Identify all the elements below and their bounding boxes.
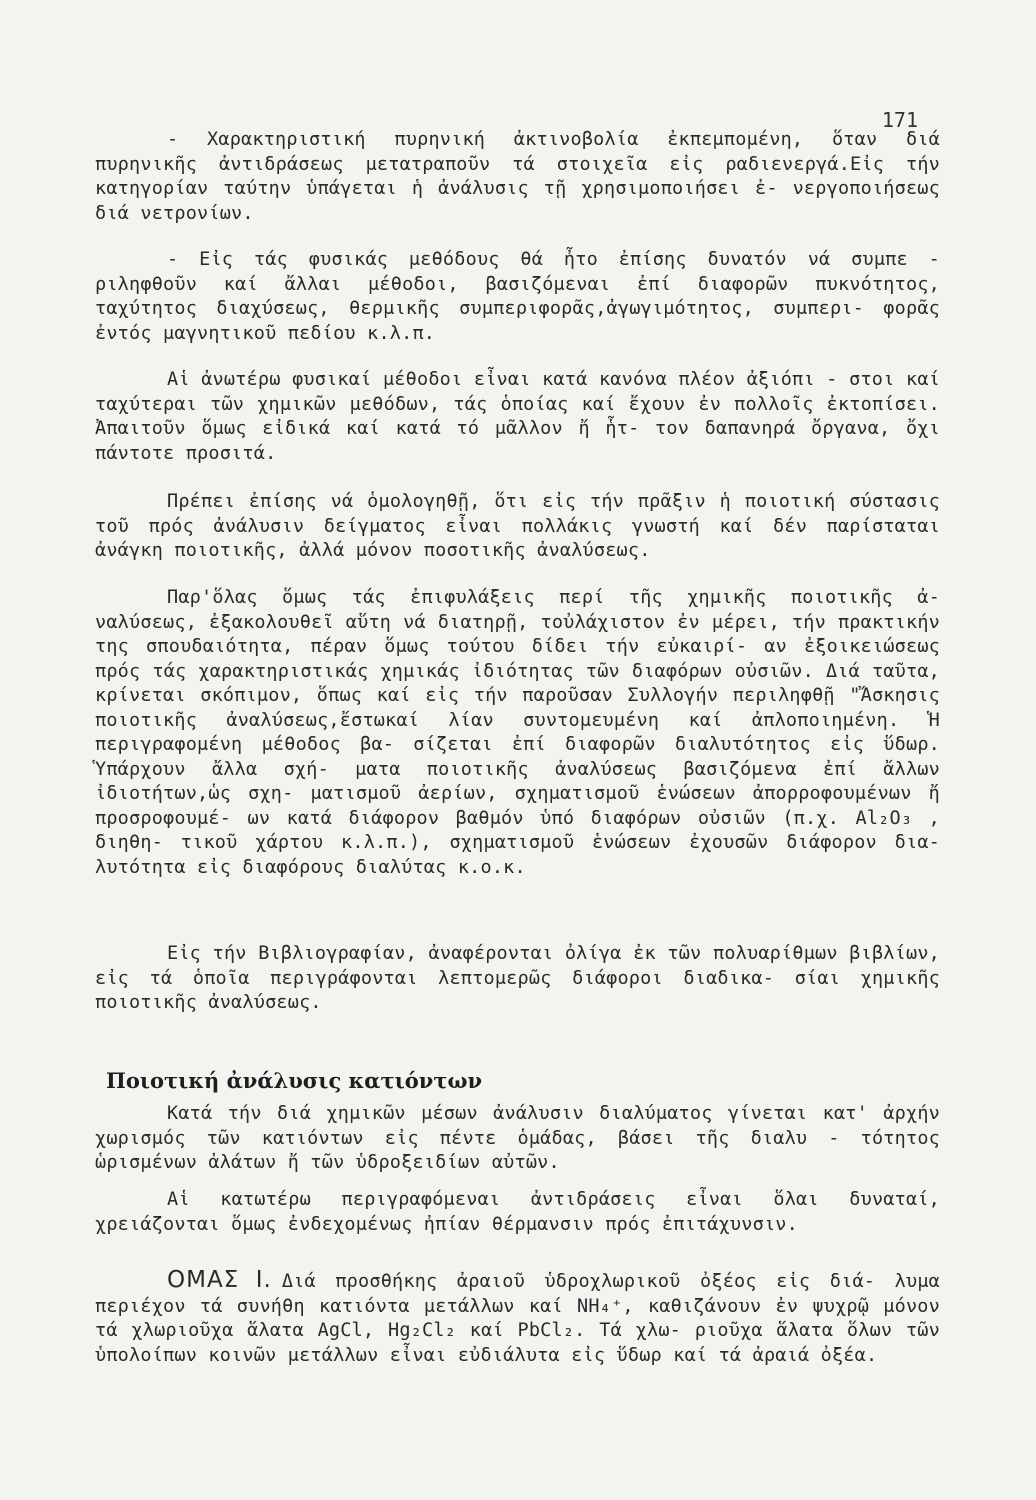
paragraph-group-one	[95, 1268, 940, 1368]
paragraph-cation-separation: Κατά τήν διά χημικῶν μέσων ἀνάλυσιν διαλύματος γίνεται κατ' ἀρχήν χωρισμός τῶν κατιόντων εἰς πέντε ὁμάδας, βάσει τῆς διαλυ - τότητος ὡρισμένων ἁλάτων ἤ τῶν ὑδροξειδίων αὐτῶν.	[95, 1103, 940, 1173]
section-heading: Ποιοτική ἀνάλυσις κατιόντων	[106, 1068, 483, 1093]
page-number: 171	[881, 108, 918, 132]
paragraph-qualitative-composition: Πρέπει ἐπίσης νά ὁμολογηθῇ, ὅτι εἰς τήν πρᾶξιν ἡ ποιοτική σύστασις τοῦ πρός ἀνάλυσιν δείγματος εἶναι πολλάκις γνωστή καί δέν παρίσταται ἀνάγκη ποιοτικῆς, ἀλλά μόνον ποσοτικῆς ἀναλύσεως.	[95, 491, 940, 561]
group-one-text: Διά προσθήκης ἀραιοῦ ὑδροχλωρικοῦ ὀξέος εἰς διά- λυμα περιέχον τά συνήθη κατιόντα μετάλλων καί NH₄⁺, καθιζάνουν ἐν ψυχρῷ μόνον τά χλωριοῦχα ἅλατα AgCl, Hg₂Cl₂ καί PbCl₂. Τά χλω- ριοῦχα ἅλατα ὅλων τῶν ὑπολοίπων κοινῶν μετάλλων εἶναι εὐδιάλυτα εἰς ὕδωρ καί τά ἀραιά ὀξέα.	[95, 1271, 940, 1366]
paragraph-reactions-heating: Αἱ κατωτέρω περιγραφόμεναι ἀντιδράσεις εἶναι ὅλαι δυναταί, χρειάζονται ὅμως ἐνδεχομένως ἠπίαν θέρμανσιν πρός ἐπιτάχυνσιν.	[95, 1189, 940, 1235]
paragraph-qualitative-analysis-importance: Παρ'ὅλας ὅμως τάς ἐπιφυλάξεις περί τῆς χημικῆς ποιοτικῆς ἀ- ναλύσεως, ἐξακολουθεῖ αὕτη νά διατηρῇ, τοὐλάχιστον ἐν μέρει, τήν πρακτικήν της σπουδαιότητα, πέραν ὅμως τούτου δίδει τήν εὐκαιρί- αν ἐξοικειώσεως πρός τάς χαρακτηριστικάς χημικάς ἰδιότητας τῶν διαφόρων οὐσιῶν. Διά ταῦτα, κρίνεται σκόπιμον, ὅπως καί εἰς τήν παροῦσαν Συλλογήν περιληφθῇ "Ἄσκησις ποιοτικῆς ἀναλύσεως,ἔστωκαί λίαν συντομευμένη καί ἀπλοποιημένη. Ἡ περιγραφομένη μέθοδος βα- σίζεται ἐπί διαφορῶν διαλυτότητος εἰς ὕδωρ. Ὑπάρχουν ἄλλα σχή- ματα ποιοτικῆς ἀναλύσεως βασιζόμενα ἐπί ἄλλων ἰδιοτήτων,ὡς σχη- ματισμοῦ ἀερίων, σχηματισμοῦ ἑνώσεων ἀπορροφουμένων ἤ προσροφουμέ- ων κατά διάφορον βαθμόν ὑπό διαφόρων οὐσιῶν (π.χ. Al₂O₃ , διηθη- τικοῦ χάρτου κ.λ.π.), σχηματισμοῦ ἑνώσεων ἐχουσῶν διάφορον δια- λυτότητα εἰς διαφόρους διαλύτας κ.ο.κ.	[95, 587, 940, 878]
paragraph-physical-methods: - Εἰς τάς φυσικάς μεθόδους θά ἦτο ἐπίσης δυνατόν νά συμπε - ριληφθοῦν καί ἄλλαι μέθοδοι, βασιζόμεναι ἐπί διαφορῶν πυκνότητος, ταχύτητος διαχύσεως, θερμικῆς συμπεριφορᾶς,ἀγωγιμότητος, συμπερι- φορᾶς ἐντός μαγνητικοῦ πεδίου κ.λ.π.	[95, 249, 940, 344]
paragraph-physical-vs-chemical: Αἱ ἀνωτέρω φυσικαί μέθοδοι εἶναι κατά κανόνα πλέον ἀξιόπι - στοι καί ταχύτεραι τῶν χημικῶν μεθόδων, τάς ὁποίας καί ἔχουν ἐν πολλοῖς ἐκτοπίσει. Ἀπαιτοῦν ὅμως εἰδικά καί κατά τό μᾶλλον ἤ ἧτ- τον δαπανηρά ὄργανα, ὄχι πάντοτε προσιτά.	[95, 369, 940, 464]
paragraph-nuclear-radiation: - Χαρακτηριστική πυρηνική ἀκτινοβολία ἐκπεμπομένη, ὅταν διά πυρηνικῆς ἀντιδράσεως μετατραποῦν τά στοιχεῖα εἰς ραδιενεργά.Εἰς τήν κατηγορίαν ταύτην ὑπάγεται ἡ ἀνάλυσις τῇ χρησιμοποιήσει ἐ- νεργοποιήσεως διά νετρονίων.	[95, 129, 940, 224]
paragraph-bibliography: Εἰς τήν Βιβλιογραφίαν, ἀναφέρονται ὀλίγα ἐκ τῶν πολυαρίθμων βιβλίων, εἰς τά ὁποῖα περιγράφονται λεπτομερῶς διάφοροι διαδικα- σίαι χημικῆς ποιοτικῆς ἀναλύσεως.	[95, 943, 940, 1013]
group-one-label: ΟΜΑΣ Ι.	[167, 1267, 272, 1293]
